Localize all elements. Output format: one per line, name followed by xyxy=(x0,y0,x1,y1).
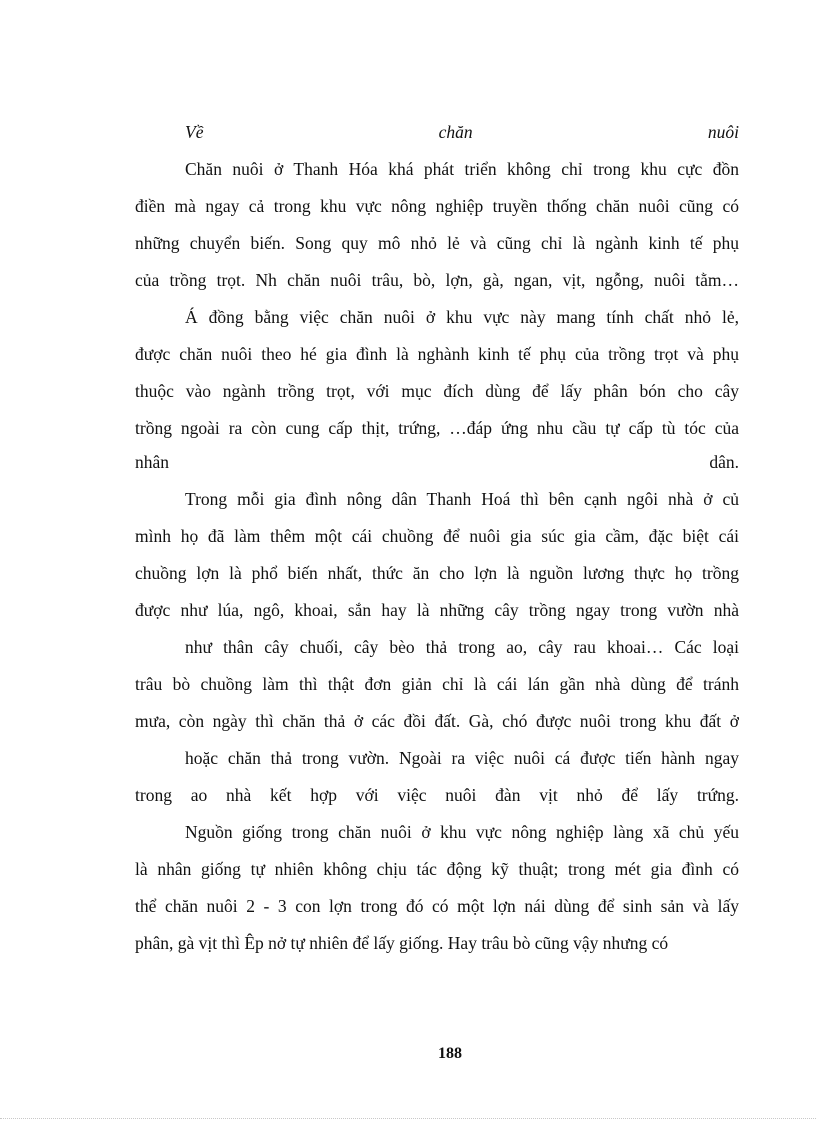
paragraph-line: Nguồn giống trong chăn nuôi ở khu vực nông nghiệp làng xã chủ yếu xyxy=(185,822,739,842)
paragraph-line: chuồng lợn là phổ biến nhất, thức ăn cho lợn là nguồn lương thực họ trồng xyxy=(135,563,739,583)
paragraph-line: Á đồng bằng việc chăn nuôi ở khu vực này mang tính chất nhỏ lẻ, xyxy=(185,307,739,327)
paragraph-line: là nhân giống tự nhiên không chịu tác động kỹ thuật; trong mét gia đình có xyxy=(135,859,739,879)
paragraph-line: trồng ngoài ra còn cung cấp thịt, trứng, …đáp ứng nhu cầu tự cấp tù tóc của xyxy=(135,418,739,438)
paragraph-line: được chăn nuôi theo hé gia đình là nghành kinh tế phụ của trồng trọt và phụ xyxy=(135,344,739,364)
paragraph-line: nhân dân. xyxy=(135,452,739,472)
paragraph-line: thuộc vào ngành trồng trọt, với mục đích dùng để lấy phân bón cho cây xyxy=(135,381,739,401)
paragraph-line: Trong mỗi gia đình nông dân Thanh Hoá thì bên cạnh ngôi nhà ở củ xyxy=(185,489,739,509)
paragraph-line: trong ao nhà kết hợp với việc nuôi đàn vịt nhỏ để lấy trứng. xyxy=(135,785,739,805)
section-heading: Về chăn nuôi xyxy=(185,122,739,142)
paragraph-line: Chăn nuôi ở Thanh Hóa khá phát triển không chỉ trong khu cực đồn xyxy=(185,159,739,179)
page-number: 188 xyxy=(438,1045,462,1062)
paragraph-line: được như lúa, ngô, khoai, sắn hay là những cây trồng ngay trong vườn nhà xyxy=(135,600,739,620)
paragraph-line: mưa, còn ngày thì chăn thả ở các đồi đất. Gà, chó được nuôi trong khu đất ở xyxy=(135,711,739,731)
paragraph-line: những chuyển biến. Song quy mô nhỏ lẻ và cũng chỉ là ngành kinh tế phụ xyxy=(135,233,739,253)
paragraph-line: thể chăn nuôi 2 - 3 con lợn trong đó có một lợn nái dùng để sinh sản và lấy xyxy=(135,896,739,916)
paragraph-line: phân, gà vịt thì Êp nở tự nhiên để lấy giống. Hay trâu bò cũng vậy nhưng có xyxy=(135,933,669,953)
paragraph-line: như thân cây chuối, cây bèo thả trong ao, cây rau khoai… Các loại xyxy=(185,637,739,657)
paragraph-line: của trồng trọt. Nh chăn nuôi trâu, bò, lợn, gà, ngan, vịt, ngỗng, nuôi tằm… xyxy=(135,270,739,290)
paragraph-line: mình họ đã làm thêm một cái chuồng để nuôi gia súc gia cầm, đặc biệt cái xyxy=(135,526,739,546)
footer-divider xyxy=(0,1118,816,1119)
paragraph-line: hoặc chăn thả trong vườn. Ngoài ra việc nuôi cá được tiến hành ngay xyxy=(185,748,739,768)
paragraph-line: trâu bò chuồng làm thì thật đơn giản chỉ là cái lán gần nhà dùng để tránh xyxy=(135,674,739,694)
paragraph-line: điền mà ngay cả trong khu vực nông nghiệp truyền thống chăn nuôi cũng có xyxy=(135,196,739,216)
